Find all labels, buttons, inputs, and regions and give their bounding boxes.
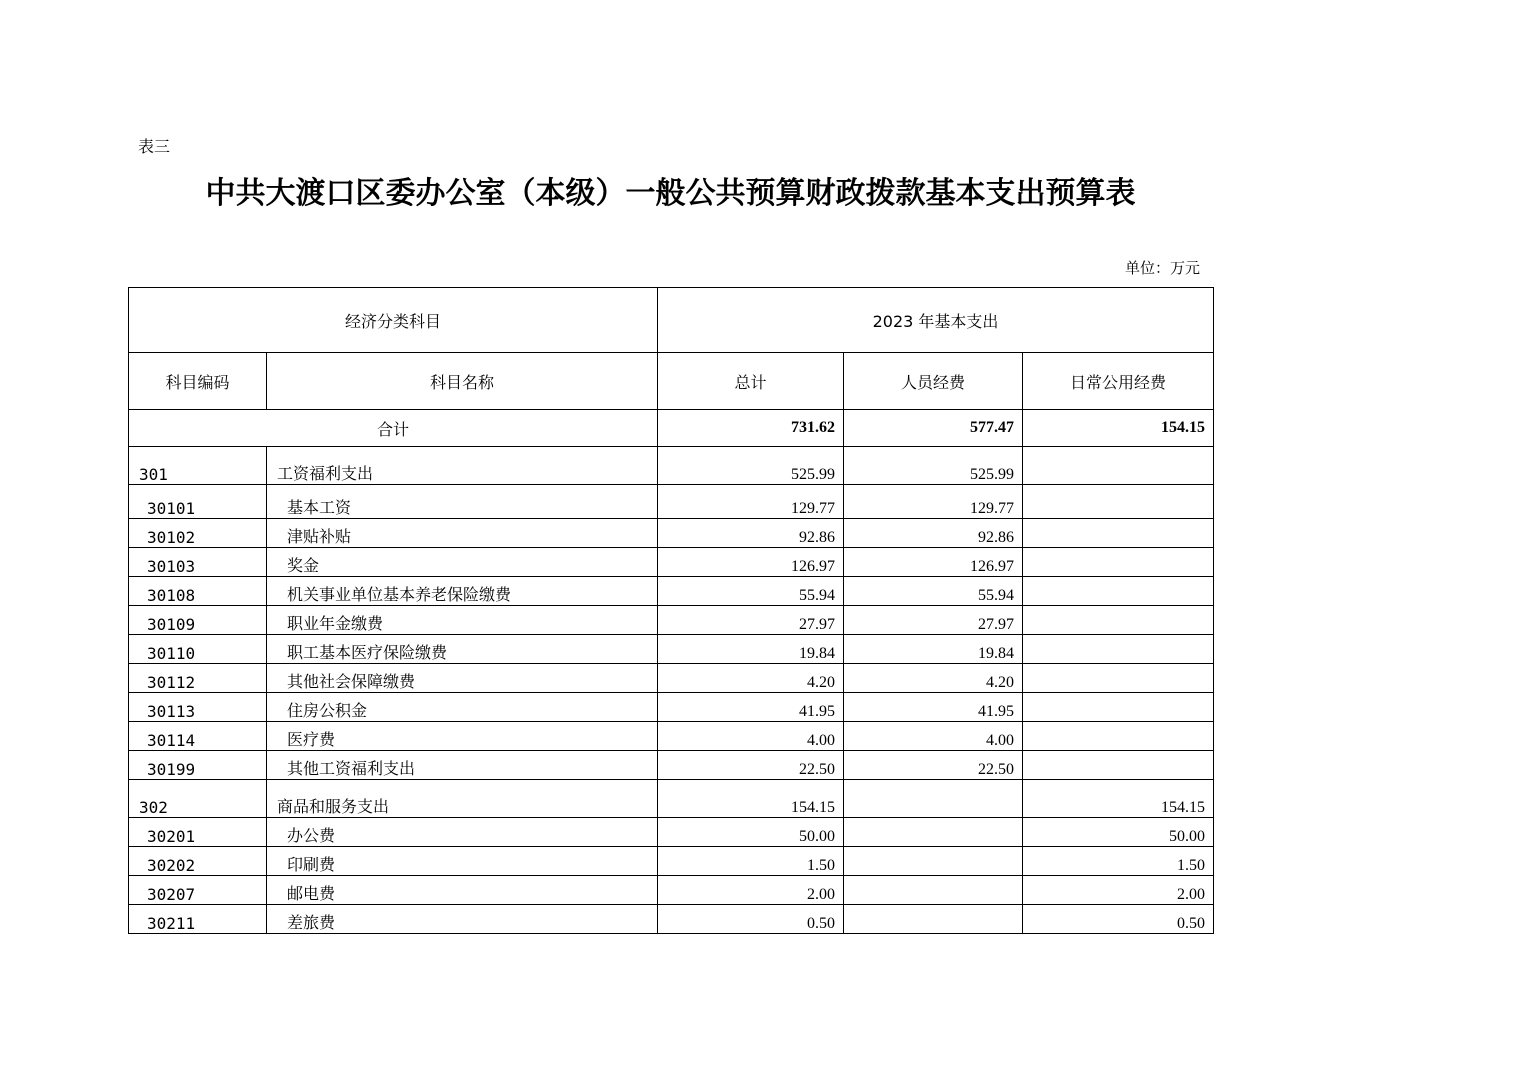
row-name: 奖金 xyxy=(267,548,658,577)
total-label: 合计 xyxy=(129,410,658,447)
header-basic-expenditure: 2023 年基本支出 xyxy=(658,288,1214,353)
row-total: 4.20 xyxy=(658,664,844,693)
unit-label: 单位：万元 xyxy=(1124,259,1200,277)
row-total: 92.86 xyxy=(658,519,844,548)
row-name: 办公费 xyxy=(267,818,658,847)
document-title: 中共大渡口区委办公室（本级）一般公共预算财政拨款基本支出预算表 xyxy=(205,176,1136,211)
row-personnel: 55.94 xyxy=(844,577,1023,606)
row-name: 其他工资福利支出 xyxy=(267,751,658,780)
header-row-group xyxy=(129,288,1214,353)
header-public: 日常公用经费 xyxy=(1023,353,1214,410)
row-code: 30108 xyxy=(129,577,267,606)
row-name: 商品和服务支出 xyxy=(267,780,658,818)
row-public: 2.00 xyxy=(1023,876,1214,905)
row-public xyxy=(1023,447,1214,485)
total-row xyxy=(129,410,1214,447)
row-personnel: 92.86 xyxy=(844,519,1023,548)
row-public xyxy=(1023,635,1214,664)
row-total: 126.97 xyxy=(658,548,844,577)
row-personnel: 22.50 xyxy=(844,751,1023,780)
row-personnel: 525.99 xyxy=(844,447,1023,485)
row-public: 154.15 xyxy=(1023,780,1214,818)
row-total: 41.95 xyxy=(658,693,844,722)
row-code: 30114 xyxy=(129,722,267,751)
row-code: 301 xyxy=(129,447,267,485)
table-row xyxy=(129,751,1214,780)
row-name: 印刷费 xyxy=(267,847,658,876)
row-public xyxy=(1023,664,1214,693)
row-name: 职工基本医疗保险缴费 xyxy=(267,635,658,664)
row-total: 22.50 xyxy=(658,751,844,780)
total-public: 154.15 xyxy=(1023,410,1214,447)
row-total: 129.77 xyxy=(658,485,844,519)
row-public xyxy=(1023,751,1214,780)
table-row xyxy=(129,447,1214,485)
row-public: 50.00 xyxy=(1023,818,1214,847)
row-total: 1.50 xyxy=(658,847,844,876)
table-row xyxy=(129,606,1214,635)
row-total: 154.15 xyxy=(658,780,844,818)
row-personnel xyxy=(844,847,1023,876)
row-code: 30113 xyxy=(129,693,267,722)
row-public: 1.50 xyxy=(1023,847,1214,876)
row-public xyxy=(1023,548,1214,577)
row-public xyxy=(1023,519,1214,548)
table-row xyxy=(129,519,1214,548)
row-code: 30102 xyxy=(129,519,267,548)
row-code: 30201 xyxy=(129,818,267,847)
row-code: 30207 xyxy=(129,876,267,905)
table-row xyxy=(129,818,1214,847)
row-public xyxy=(1023,722,1214,751)
table-row xyxy=(129,876,1214,905)
header-personnel: 人员经费 xyxy=(844,353,1023,410)
row-code: 30110 xyxy=(129,635,267,664)
row-personnel: 27.97 xyxy=(844,606,1023,635)
row-code: 30109 xyxy=(129,606,267,635)
row-personnel: 4.00 xyxy=(844,722,1023,751)
row-name: 医疗费 xyxy=(267,722,658,751)
row-personnel: 19.84 xyxy=(844,635,1023,664)
row-code: 30101 xyxy=(129,485,267,519)
row-code: 30211 xyxy=(129,905,267,934)
table-row xyxy=(129,664,1214,693)
row-personnel: 41.95 xyxy=(844,693,1023,722)
row-name: 机关事业单位基本养老保险缴费 xyxy=(267,577,658,606)
row-personnel xyxy=(844,818,1023,847)
row-total: 0.50 xyxy=(658,905,844,934)
row-code: 30112 xyxy=(129,664,267,693)
row-name: 差旅费 xyxy=(267,905,658,934)
header-code: 科目编码 xyxy=(129,353,267,410)
header-row-columns xyxy=(129,353,1214,410)
row-code: 30199 xyxy=(129,751,267,780)
table-row xyxy=(129,485,1214,519)
row-code: 302 xyxy=(129,780,267,818)
row-name: 津贴补贴 xyxy=(267,519,658,548)
table-row xyxy=(129,577,1214,606)
row-total: 2.00 xyxy=(658,876,844,905)
row-personnel xyxy=(844,780,1023,818)
budget-table xyxy=(128,287,1214,934)
table-row xyxy=(129,548,1214,577)
header-economic-category: 经济分类科目 xyxy=(129,288,658,353)
row-personnel: 126.97 xyxy=(844,548,1023,577)
row-total: 27.97 xyxy=(658,606,844,635)
total-sum: 731.62 xyxy=(658,410,844,447)
row-code: 30202 xyxy=(129,847,267,876)
row-code: 30103 xyxy=(129,548,267,577)
total-personnel: 577.47 xyxy=(844,410,1023,447)
table-row xyxy=(129,693,1214,722)
row-personnel: 129.77 xyxy=(844,485,1023,519)
row-total: 4.00 xyxy=(658,722,844,751)
row-name: 住房公积金 xyxy=(267,693,658,722)
row-personnel xyxy=(844,876,1023,905)
row-total: 19.84 xyxy=(658,635,844,664)
row-public xyxy=(1023,693,1214,722)
row-personnel xyxy=(844,905,1023,934)
row-name: 基本工资 xyxy=(267,485,658,519)
table-row xyxy=(129,722,1214,751)
row-total: 525.99 xyxy=(658,447,844,485)
table-row xyxy=(129,847,1214,876)
row-public xyxy=(1023,577,1214,606)
row-personnel: 4.20 xyxy=(844,664,1023,693)
table-row xyxy=(129,635,1214,664)
table-label: 表三 xyxy=(138,137,171,156)
header-total: 总计 xyxy=(658,353,844,410)
row-public xyxy=(1023,606,1214,635)
table-row xyxy=(129,780,1214,818)
row-name: 其他社会保障缴费 xyxy=(267,664,658,693)
row-name: 邮电费 xyxy=(267,876,658,905)
row-total: 55.94 xyxy=(658,577,844,606)
header-name: 科目名称 xyxy=(267,353,658,410)
table-row xyxy=(129,905,1214,934)
row-total: 50.00 xyxy=(658,818,844,847)
row-public: 0.50 xyxy=(1023,905,1214,934)
row-public xyxy=(1023,485,1214,519)
row-name: 工资福利支出 xyxy=(267,447,658,485)
row-name: 职业年金缴费 xyxy=(267,606,658,635)
